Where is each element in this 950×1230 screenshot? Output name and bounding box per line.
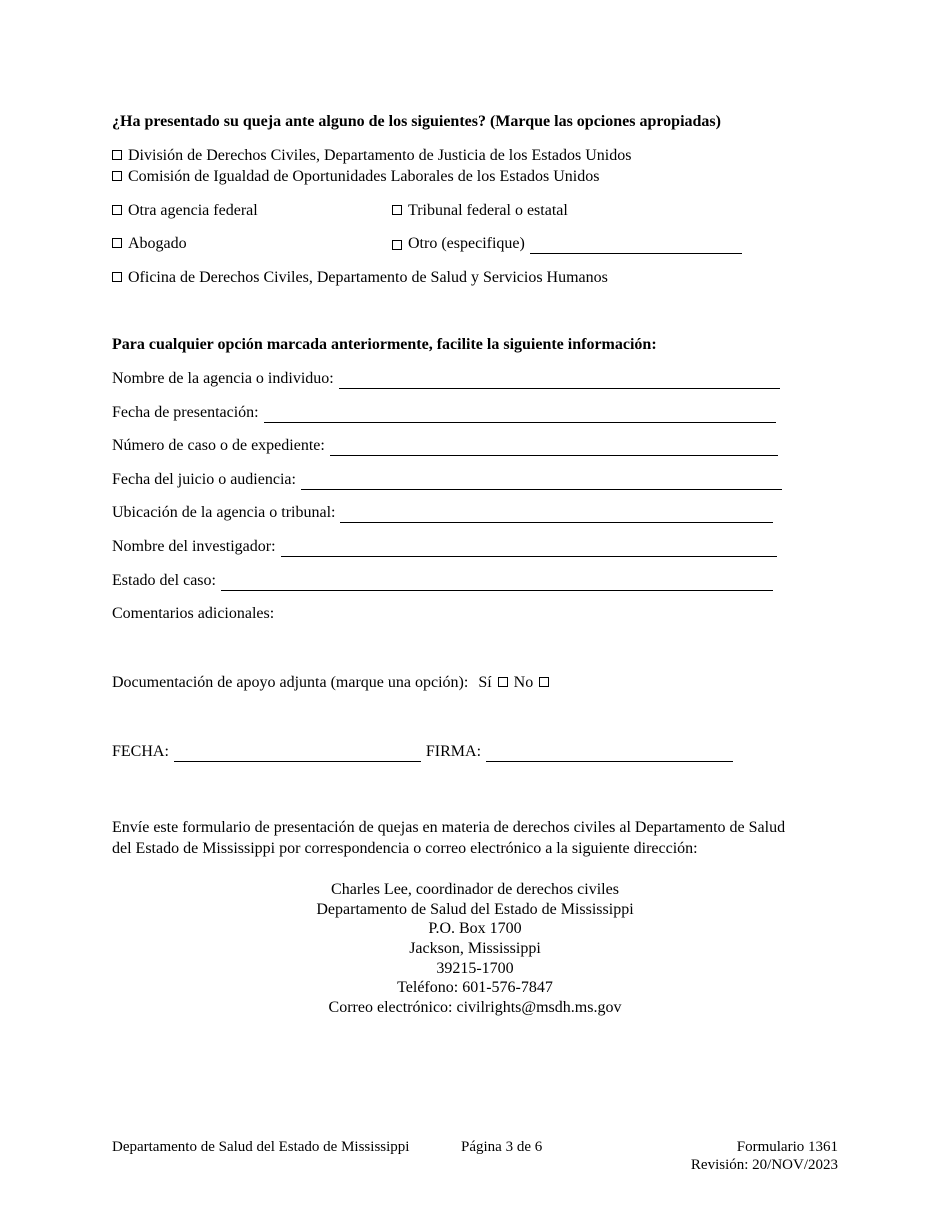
checkbox-attorney[interactable] xyxy=(112,238,122,248)
investigator-label: Nombre del investigador: xyxy=(112,538,276,555)
filing-date-label: Fecha de presentación: xyxy=(112,404,259,421)
checkbox-federal-agency[interactable] xyxy=(112,205,122,215)
documentation-no-label: No xyxy=(513,674,534,691)
address-contact: Charles Lee, coordinador de derechos civiles xyxy=(331,881,619,898)
date-line[interactable] xyxy=(174,746,421,762)
option-doj-label: División de Derechos Civiles, Departamento de Justicia de los Estados Unidos xyxy=(128,147,632,164)
other-specify-line[interactable] xyxy=(530,238,742,254)
documentation-row xyxy=(112,673,549,693)
footer-revision: Revisión: 20/NOV/2023 xyxy=(690,1157,838,1173)
date-label: FECHA: xyxy=(112,743,169,760)
agency-name-label: Nombre de la agencia o individuo: xyxy=(112,370,334,387)
option-eeoc-label: Comisión de Igualdad de Oportunidades Laborales de los Estados Unidos xyxy=(128,168,600,185)
signature-line[interactable] xyxy=(486,746,733,762)
hearing-date-label: Fecha del juicio o audiencia: xyxy=(112,471,296,488)
option-federal-agency[interactable] xyxy=(112,201,258,221)
investigator-row xyxy=(112,537,777,557)
option-attorney[interactable] xyxy=(112,234,187,254)
option-doj[interactable] xyxy=(112,146,631,166)
address-po-box: P.O. Box 1700 xyxy=(428,920,522,937)
checkbox-hhs[interactable] xyxy=(112,272,122,282)
agency-location-row xyxy=(112,503,773,523)
comments-label: Comentarios adicionales: xyxy=(112,605,275,622)
agency-location-line[interactable] xyxy=(340,507,773,523)
instructions-line-1: Envíe este formulario de presentación de quejas en materia de derechos civiles al Departamento de Salud xyxy=(112,819,786,836)
checkbox-other[interactable] xyxy=(392,240,402,250)
question-heading: ¿Ha presentado su queja ante alguno de los siguientes? (Marque las opciones apropiadas) xyxy=(112,113,721,130)
agency-name-row xyxy=(112,369,780,389)
info-heading: Para cualquier opción marcada anteriormente, facilite la siguiente información: xyxy=(112,336,657,353)
case-number-row xyxy=(112,436,778,456)
footer-page: Página 3 de 6 xyxy=(461,1139,543,1155)
option-other-label: Otro (especifique) xyxy=(408,235,525,252)
case-number-line[interactable] xyxy=(330,440,778,456)
option-court-label: Tribunal federal o estatal xyxy=(408,202,568,219)
address-city: Jackson, Mississippi xyxy=(409,940,541,957)
checkbox-court[interactable] xyxy=(392,205,402,215)
signature-row xyxy=(112,742,733,762)
agency-name-line[interactable] xyxy=(339,373,780,389)
footer-department: Departamento de Salud del Estado de Mississippi xyxy=(112,1139,410,1155)
footer-form: Formulario 1361 xyxy=(736,1139,838,1155)
option-eeoc[interactable] xyxy=(112,167,599,187)
filing-date-row xyxy=(112,403,776,423)
address-zip: 39215-1700 xyxy=(436,960,514,977)
checkbox-documentation-yes[interactable] xyxy=(498,677,508,687)
address-phone: Teléfono: 601-576-7847 xyxy=(397,979,553,996)
agency-location-label: Ubicación de la agencia o tribunal: xyxy=(112,504,336,521)
case-status-label: Estado del caso: xyxy=(112,572,216,589)
checkbox-documentation-no[interactable] xyxy=(539,677,549,687)
investigator-line[interactable] xyxy=(281,541,777,557)
option-federal-agency-label: Otra agencia federal xyxy=(128,202,258,219)
documentation-yes-label: Sí xyxy=(478,674,492,691)
option-hhs[interactable] xyxy=(112,268,608,288)
option-hhs-label: Oficina de Derechos Civiles, Departamento de Salud y Servicios Humanos xyxy=(128,269,608,286)
checkbox-doj[interactable] xyxy=(112,150,122,160)
signature-label: FIRMA: xyxy=(425,743,482,760)
checkbox-eeoc[interactable] xyxy=(112,171,122,181)
hearing-date-row xyxy=(112,470,782,490)
instructions-line-2: del Estado de Mississippi por correspondencia o correo electrónico a la siguiente dirección: xyxy=(112,840,698,857)
case-status-row xyxy=(112,571,773,591)
documentation-label: Documentación de apoyo adjunta (marque una opción): xyxy=(112,674,469,691)
option-other[interactable] xyxy=(392,234,742,254)
address-department: Departamento de Salud del Estado de Mississippi xyxy=(316,901,634,918)
case-status-line[interactable] xyxy=(221,575,773,591)
address-email[interactable]: Correo electrónico: civilrights@msdh.ms.gov xyxy=(328,999,622,1016)
option-attorney-label: Abogado xyxy=(128,235,187,252)
case-number-label: Número de caso o de expediente: xyxy=(112,437,325,454)
option-court[interactable] xyxy=(392,201,568,221)
filing-date-line[interactable] xyxy=(264,407,776,423)
hearing-date-line[interactable] xyxy=(301,474,782,490)
